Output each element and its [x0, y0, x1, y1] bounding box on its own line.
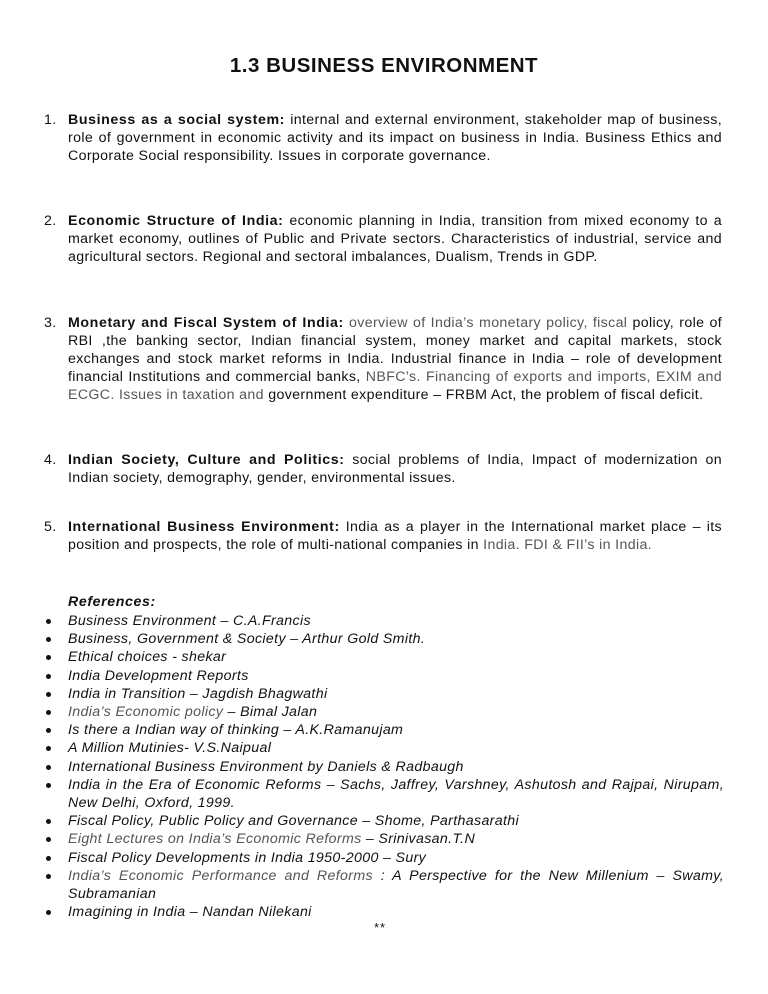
section-number: 2.: [44, 213, 57, 229]
list-item: [44, 903, 724, 921]
reference-text: [68, 867, 724, 903]
section-text: India. FDI & FII’s in India.: [483, 537, 652, 553]
reference-text: A Million Mutinies- V.S.Naipual: [68, 740, 272, 757]
list-item: [44, 612, 724, 630]
bullet-icon: [46, 746, 51, 751]
section-heading: Economic Structure of India:: [68, 213, 284, 229]
reference-text: Business Environment – C.A.Francis: [68, 613, 311, 629]
bullet-icon: [46, 765, 51, 770]
section-number: 1.: [44, 112, 57, 128]
section-4: [44, 451, 722, 487]
section-text: internal and external environment, stakeholder map of business, role of government in economic activity and its impact on business in India. Business Ethics and Corporate Social responsibility. Issues in corporate governance.: [68, 112, 722, 164]
section-5: [44, 518, 722, 554]
footer-stars: **: [374, 920, 387, 935]
reference-author: : A Perspective for the New Millenium – Swamy, Subramanian: [68, 867, 724, 903]
reference-title: India’s Economic policy: [68, 704, 224, 721]
bullet-icon: [46, 819, 51, 824]
bullet-icon: [46, 837, 51, 842]
reference-text: [68, 830, 724, 848]
section-text: government expenditure – FRBM Act, the problem of fiscal deficit.: [268, 387, 704, 403]
bullet-icon: [46, 910, 51, 915]
list-item: [44, 830, 724, 848]
list-item: [44, 703, 724, 721]
bullet-icon: [46, 728, 51, 733]
page-title: 1.3 BUSINESS ENVIRONMENT: [229, 54, 539, 77]
reference-text: Imagining in India – Nandan Nilekani: [68, 904, 312, 921]
bullet-icon: [46, 637, 51, 642]
references-list: [44, 612, 724, 921]
list-item: [44, 685, 724, 703]
bullet-icon: [46, 710, 51, 715]
bullet-icon: [46, 619, 51, 624]
reference-title: India’s Economic Performance and Reforms: [68, 867, 373, 884]
bullet-icon: [46, 874, 51, 879]
section-2: [44, 212, 722, 266]
list-item: [44, 776, 724, 812]
list-item: [44, 648, 724, 666]
section-heading: Indian Society, Culture and Politics:: [68, 452, 345, 468]
reference-text: Business, Government & Society – Arthur Gold Smith.: [68, 631, 426, 648]
section-1: [44, 111, 722, 165]
section-text: NBFC’s. Financing of exports and imports, EXIM and ECGC. Issues in taxation and: [68, 369, 722, 403]
bullet-icon: [46, 692, 51, 697]
reference-author: – Bimal Jalan: [223, 704, 318, 721]
section-heading: International Business Environment:: [68, 519, 340, 535]
section-text: overview of India’s monetary policy, fiscal: [349, 315, 628, 331]
reference-text: Ethical choices - shekar: [68, 649, 227, 666]
bullet-icon: [46, 783, 51, 788]
list-item: [44, 849, 724, 867]
bullet-icon: [46, 674, 51, 679]
list-item: [44, 812, 724, 830]
reference-text: Is there a Indian way of thinking – A.K.Ramanujam: [68, 722, 404, 739]
section-heading: Monetary and Fiscal System of India:: [68, 315, 344, 331]
list-item: [44, 758, 724, 776]
reference-author: – Srinivasan.T.N: [361, 831, 476, 848]
section-text: social problems of India, Impact of modernization on Indian society, demography, gender, environmental issues.: [68, 452, 722, 486]
reference-text: International Business Environment by Daniels & Radbaugh: [68, 758, 464, 775]
section-text: policy, role of RBI ,the banking sector, Indian financial system, money market and capital markets, stock exchanges and stock market reforms in India. Industrial finance in India – role of development financial Institutions and commercial banks,: [68, 315, 722, 385]
section-3: [44, 314, 722, 404]
section-number: 3.: [44, 315, 57, 331]
list-item: [44, 739, 724, 757]
section-number: 5.: [44, 519, 57, 535]
section-text: India as a player in the International market place – its position and prospects, the role of multi-national companies in: [68, 519, 722, 553]
bullet-icon: [46, 655, 51, 660]
list-item: [44, 867, 724, 903]
list-item: [44, 630, 724, 648]
reference-text: Fiscal Policy Developments in India 1950-2000 – Sury: [68, 849, 427, 866]
section-number: 4.: [44, 452, 57, 468]
bullet-icon: [46, 856, 51, 861]
list-item: [44, 721, 724, 739]
reference-title: Eight Lectures on India’s Economic Reforms: [68, 831, 362, 848]
reference-text: India in the Era of Economic Reforms – Sachs, Jaffrey, Varshney, Ashutosh and Rajpai, Nirupam, New Delhi, Oxford, 1999.: [68, 776, 724, 812]
references-heading: References:: [68, 594, 156, 610]
reference-text: India in Transition – Jagdish Bhagwathi: [68, 685, 328, 702]
section-text: economic planning in India, transition from mixed economy to a market economy, outlines of Public and Private sectors. Characteristics of industrial, service and agricultural sectors. Regional and sectoral imbalances, Dualism, Trends in GDP.: [68, 213, 723, 265]
reference-text: Fiscal Policy, Public Policy and Governance – Shome, Parthasarathi: [68, 813, 520, 830]
list-item: [44, 667, 724, 685]
reference-text: India Development Reports: [68, 667, 249, 684]
reference-text: [68, 703, 724, 721]
section-heading: Business as a social system:: [68, 112, 285, 128]
